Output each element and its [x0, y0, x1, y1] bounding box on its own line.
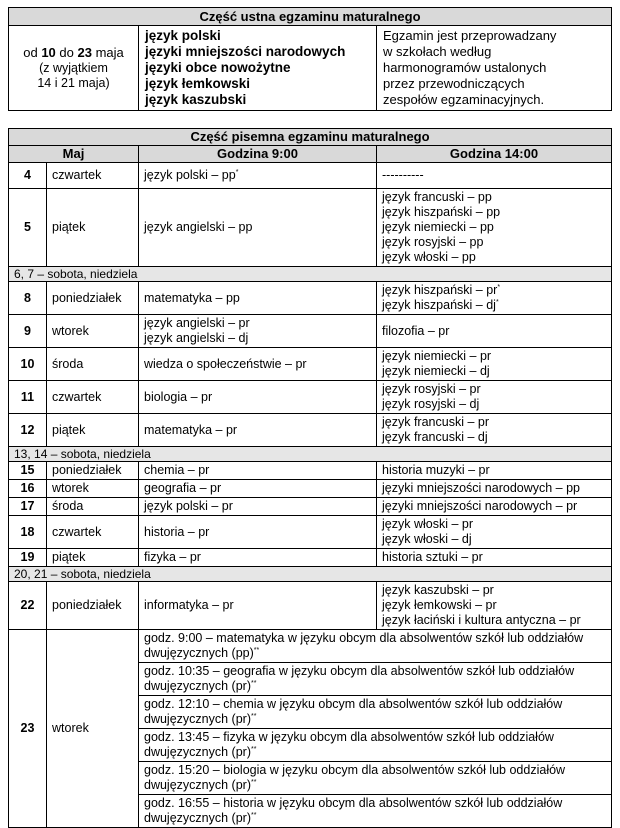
exam-entry: język hiszpański – pp [382, 205, 501, 219]
afternoon-exams [377, 381, 612, 414]
morning-exams [139, 462, 377, 480]
table-row [9, 582, 612, 630]
exam-entry: historia sztuki – pr [382, 550, 483, 564]
exam-entry: języki mniejszości narodowych – pp [382, 481, 581, 495]
weekday: wtorek [47, 630, 139, 828]
morning-exams [139, 189, 377, 267]
exam-entry: język francuski – pp [382, 190, 492, 204]
afternoon-exams [377, 480, 612, 498]
exam-entry: geografia – pr [144, 481, 222, 495]
exam-entry: matematyka – pp [144, 290, 240, 305]
table-row [9, 516, 612, 549]
exam-entry: ---------- [382, 168, 424, 182]
weekday: wtorek [47, 315, 139, 348]
table-row [9, 381, 612, 414]
exam-entry: język hiszpański – dj* [382, 298, 499, 312]
weekday: środa [47, 348, 139, 381]
exam-entry: matematyka – pr [144, 422, 238, 437]
morning-exams [139, 582, 377, 630]
weekday: piątek [47, 414, 139, 447]
table-row [9, 462, 612, 480]
exam-entry: język kaszubski – pr [382, 583, 494, 597]
day-number: 23 [9, 630, 47, 828]
table-row [9, 189, 612, 267]
oral-subject: język łemkowski [145, 76, 251, 91]
oral-exam-title: Część ustna egzaminu maturalnego [9, 8, 612, 26]
exam-entry: historia muzyki – pr [382, 463, 490, 477]
exam-entry: fizyka – pr [144, 550, 201, 564]
day-number: 22 [9, 582, 47, 630]
table-row [9, 480, 612, 498]
oral-subject: język polski [145, 28, 221, 43]
afternoon-exams [377, 414, 612, 447]
exam-entry: biologia – pr [144, 389, 213, 404]
day-number: 17 [9, 498, 47, 516]
weekday: czwartek [47, 163, 139, 189]
table-row [9, 498, 612, 516]
bilingual-exam-entry: godz. 10:35 – geografia w języku obcym dla absolwentów szkół lub oddziałów dwujęzycznych (pr)** [139, 663, 611, 696]
afternoon-exams [377, 189, 612, 267]
bilingual-exams [139, 630, 612, 828]
afternoon-exams [377, 582, 612, 630]
day-number: 4 [9, 163, 47, 189]
exam-entry: chemia – pr [144, 463, 210, 477]
exam-entry: język włoski – pp [382, 250, 476, 264]
exam-entry: historia – pr [144, 524, 210, 539]
table-row [9, 282, 612, 315]
morning-exams [139, 516, 377, 549]
exam-entry: język łaciński i kultura antyczna – pr [382, 613, 581, 627]
day-number: 11 [9, 381, 47, 414]
oral-info: Egzamin jest przeprowadzany w szkołach według harmonogramów ustalonych przez przewodniczących zespołów egzaminacyjnych. [377, 26, 612, 111]
written-exam-title: Część pisemna egzaminu maturalnego [9, 129, 612, 146]
exam-entry: język rosyjski – dj [382, 397, 480, 411]
afternoon-exams [377, 282, 612, 315]
exam-entry: język polski – pp* [144, 168, 239, 182]
day-number: 9 [9, 315, 47, 348]
column-month: Maj [9, 146, 139, 163]
day-number: 12 [9, 414, 47, 447]
exam-entry: język rosyjski – pp [382, 235, 484, 249]
weekend-label: 6, 7 – sobota, niedziela [9, 267, 612, 282]
exam-entry: języki mniejszości narodowych – pr [382, 499, 578, 513]
morning-exams [139, 498, 377, 516]
weekday: poniedziałek [47, 282, 139, 315]
exam-entry: język angielski – pp [144, 220, 253, 234]
oral-subject: języki mniejszości narodowych [145, 44, 346, 59]
column-9am: Godzina 9:00 [139, 146, 377, 163]
oral-subjects [139, 26, 377, 111]
date-note-1: (z wyjątkiem [39, 61, 108, 75]
afternoon-exams [377, 462, 612, 480]
date-range: od 10 do 23 maja [23, 45, 124, 60]
weekday: poniedziałek [47, 582, 139, 630]
table-row [9, 315, 612, 348]
morning-exams [139, 348, 377, 381]
exam-entry: język angielski – dj [144, 331, 249, 345]
weekend-separator [9, 567, 612, 582]
exam-entry: język niemiecki – pr [382, 349, 492, 363]
written-exam-table [8, 128, 612, 828]
table-row [9, 414, 612, 447]
weekday: piątek [47, 549, 139, 567]
afternoon-exams [377, 516, 612, 549]
oral-subject: języki obce nowożytne [145, 60, 291, 75]
table-row [9, 549, 612, 567]
day-number: 15 [9, 462, 47, 480]
afternoon-exams [377, 498, 612, 516]
morning-exams [139, 163, 377, 189]
weekday: czwartek [47, 381, 139, 414]
weekday: piątek [47, 189, 139, 267]
bilingual-exam-entry: godz. 15:20 – biologia w języku obcym dla absolwentów szkół lub oddziałów dwujęzycznych (pr)** [139, 762, 611, 795]
column-2pm: Godzina 14:00 [377, 146, 612, 163]
oral-exam-dates [9, 26, 139, 111]
oral-subject: język kaszubski [145, 92, 247, 107]
exam-entry: język francuski – pr [382, 415, 489, 429]
exam-entry: język niemiecki – pp [382, 220, 494, 234]
day-number: 10 [9, 348, 47, 381]
day-number: 16 [9, 480, 47, 498]
morning-exams [139, 480, 377, 498]
exam-entry: język angielski – pr [144, 316, 250, 330]
afternoon-exams [377, 315, 612, 348]
exam-entry: język łemkowski – pr [382, 598, 497, 612]
weekend-separator [9, 447, 612, 462]
day-number: 8 [9, 282, 47, 315]
table-row [9, 163, 612, 189]
bilingual-exam-entry: godz. 9:00 – matematyka w języku obcym dla absolwentów szkół lub oddziałów dwujęzycznych (pp)** [139, 630, 611, 663]
afternoon-exams [377, 549, 612, 567]
morning-exams [139, 282, 377, 315]
exam-entry: język francuski – dj [382, 430, 488, 444]
morning-exams [139, 381, 377, 414]
weekday: środa [47, 498, 139, 516]
weekend-separator [9, 267, 612, 282]
exam-entry: język rosyjski – pr [382, 382, 481, 396]
weekend-label: 13, 14 – sobota, niedziela [9, 447, 612, 462]
day-number: 5 [9, 189, 47, 267]
table-row [9, 630, 612, 828]
table-row [9, 348, 612, 381]
day-number: 19 [9, 549, 47, 567]
exam-entry: język hiszpański – pr* [382, 283, 501, 297]
day-number: 18 [9, 516, 47, 549]
exam-entry: język niemiecki – dj [382, 364, 490, 378]
morning-exams [139, 414, 377, 447]
afternoon-exams [377, 163, 612, 189]
oral-exam-table [8, 7, 612, 111]
bilingual-exam-entry: godz. 12:10 – chemia w języku obcym dla absolwentów szkół lub oddziałów dwujęzycznych (pr)** [139, 696, 611, 729]
weekday: czwartek [47, 516, 139, 549]
exam-entry: wiedza o społeczeństwie – pr [144, 356, 307, 371]
exam-entry: język włoski – dj [382, 532, 472, 546]
weekday: poniedziałek [47, 462, 139, 480]
weekday: wtorek [47, 480, 139, 498]
bilingual-exam-entry: godz. 16:55 – historia w języku obcym dla absolwentów szkół lub oddziałów dwujęzycznych (pr)** [144, 796, 563, 825]
bilingual-exam-entry: godz. 13:45 – fizyka w języku obcym dla absolwentów szkół lub oddziałów dwujęzycznych (pr)** [139, 729, 611, 762]
weekend-label: 20, 21 – sobota, niedziela [9, 567, 612, 582]
morning-exams [139, 549, 377, 567]
afternoon-exams [377, 348, 612, 381]
exam-entry: informatyka – pr [144, 598, 234, 612]
date-note-2: 14 i 21 maja) [37, 76, 110, 90]
morning-exams [139, 315, 377, 348]
exam-entry: język włoski – pr [382, 517, 473, 531]
exam-entry: język polski – pr [144, 499, 233, 513]
exam-entry: filozofia – pr [382, 323, 450, 338]
